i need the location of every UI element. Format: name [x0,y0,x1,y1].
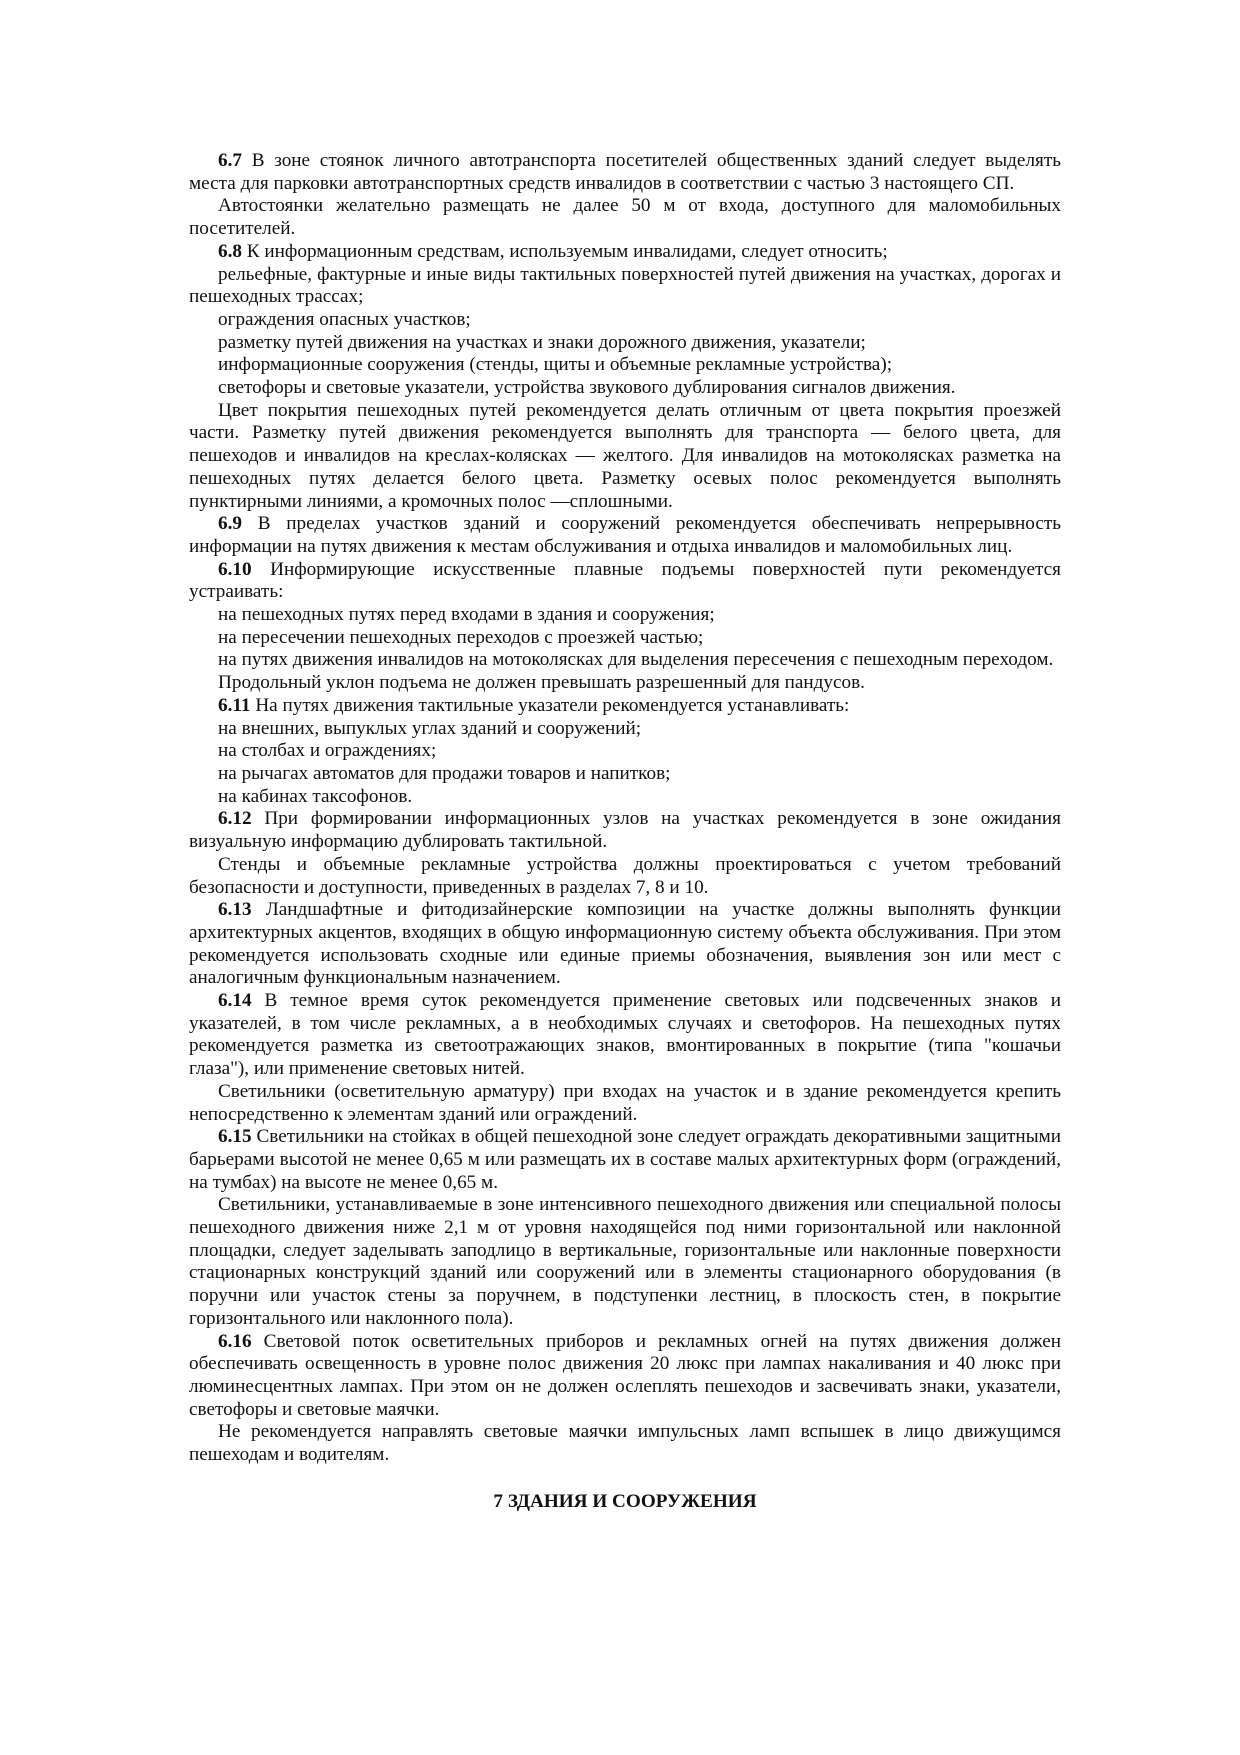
paragraph-text: на кабинах таксофонов. [218,785,413,807]
paragraph-text: на пешеходных путях перед входами в здания и сооружения; [218,604,715,626]
paragraph-text: разметку путей движения на участках и знаки дорожного движения, указатели; [218,331,866,353]
paragraph [189,1421,1061,1466]
clause-number: 6.11 [218,694,251,716]
paragraph-6-8 [189,241,1061,264]
paragraph-text: на внешних, выпуклых углах зданий и сооружений; [218,717,642,739]
paragraph [189,672,1061,695]
paragraph-text: ограждения опасных участков; [218,308,471,330]
clause-number: 6.16 [218,1330,252,1352]
paragraph-text: информационные сооружения (стенды, щиты и объемные рекламные устройства); [218,354,893,376]
paragraph-text: Продольный уклон подъема не должен превышать разрешенный для пандусов. [218,672,865,694]
list-item [189,332,1061,355]
clause-number: 6.7 [218,150,242,171]
clause-number: 6.9 [218,513,242,535]
paragraph-6-9 [189,513,1061,558]
paragraph-6-15 [189,1126,1061,1194]
paragraph-text: В зоне стоянок личного автотранспорта посетителей общественных зданий следует выделять места для парковки автотранспортных средств инвалидов в соответствии с частью 3 настоящего СП. [189,150,1061,194]
list-item [189,718,1061,741]
paragraph-6-10 [189,559,1061,604]
paragraph-text: Не рекомендуется направлять световые маячки импульсных ламп вспышек в лицо движущимся пешеходам и водителям. [189,1421,1061,1466]
clause-number: 6.8 [218,240,242,262]
list-item [189,604,1061,627]
paragraph [189,1081,1061,1126]
paragraph-text: К информационным средствам, используемым инвалидами, следует относить; [241,240,888,262]
list-item [189,740,1061,763]
paragraph-text: Автостоянки желательно размещать не далее 50 м от входа, доступного для маломобильных посетителей. [189,195,1061,240]
paragraph-text: Светильники (осветительную арматуру) при входах на участок и в здание рекомендуется крепить непосредственно к элементам зданий или ограждений. [189,1080,1061,1125]
paragraph-text: на пересечении пешеходных переходов с проезжей частью; [218,626,704,648]
paragraph-text: светофоры и световые указатели, устройства звукового дублирования сигналов движения. [218,377,956,399]
list-item [189,377,1061,400]
paragraph [189,1194,1061,1330]
list-item [189,763,1061,786]
section-heading: 7 ЗДАНИЯ И СООРУЖЕНИЯ [493,1490,757,1512]
paragraph [189,195,1061,240]
paragraph-6-13 [189,899,1061,990]
clause-number: 6.15 [218,1126,252,1148]
paragraph-text: на столбах и ограждениях; [218,740,437,762]
paragraph-6-12 [189,808,1061,853]
paragraph-text: на путях движения инвалидов на мотоколясках для выделения пересечения с пешеходным переходом. [218,649,1054,671]
paragraph [189,854,1061,899]
paragraph-text: В пределах участков зданий и сооружений рекомендуется обеспечивать непрерывность информации на путях движения к местам обслуживания и отдыха инвалидов и маломобильных лиц. [189,513,1061,557]
paragraph-6-11 [189,695,1061,718]
clause-number: 6.10 [218,558,252,580]
paragraph-text: рельефные, фактурные и иные виды тактильных поверхностей путей движения на участках, дорогах и пешеходных трассах; [189,263,1061,308]
paragraph-6-16 [189,1331,1061,1422]
clause-number: 6.12 [218,808,252,830]
paragraph-text: Информирующие искусственные плавные подъемы поверхностей пути рекомендуется устраивать: [189,558,1061,603]
list-item [189,627,1061,650]
paragraph-text: Стенды и объемные рекламные устройства должны проектироваться с учетом требований безопасности и доступности, приведенных в разделах 7, 8 и 10. [189,853,1061,898]
paragraph-text: В темное время суток рекомендуется применение световых или подсвеченных знаков и указателей, в том числе рекламных, а в необходимых случаях и светофоров. На пешеходных путях рекомендуется разметка из светоотражающих знаков, вмонтированных в покрытие (типа "кошачьи глаза"), или применение световых нитей. [189,990,1061,1080]
paragraph [189,400,1061,514]
document-page [189,150,1061,1513]
paragraph-6-7 [189,150,1061,195]
paragraph-text: на рычагах автоматов для продажи товаров и напитков; [218,762,671,784]
paragraph-text: При формировании информационных узлов на участках рекомендуется в зоне ожидания визуальную информацию дублировать тактильной. [189,808,1061,853]
paragraph-text: Ландшафтные и фитодизайнерские композиции на участке должны выполнять функции архитектурных акцентов, входящих в общую информационную систему объекта обслуживания. При этом рекомендуется использовать сходные или единые приемы обозначения, выявления зон или мест с аналогичным функциональным назначением. [189,899,1061,989]
paragraph-text: Цвет покрытия пешеходных путей рекомендуется делать отличным от цвета покрытия проезжей части. Разметку путей движения рекомендуется выполнять для транспорта — белого цвета, для пешеходов и инвалидов на креслах-колясках — желтого. Для инвалидов на мотоколясках разметка на пешеходных путях делается белого цвета. Разметку осевых полос рекомендуется выполнять пунктирными линиями, а кромочных полос —сплошными. [189,399,1061,512]
clause-number: 6.13 [218,899,252,921]
paragraph-6-14 [189,990,1061,1081]
list-item [189,309,1061,332]
paragraph-text: Светильники на стойках в общей пешеходной зоне следует ограждать декоративными защитными барьерами высотой не менее 0,65 м или размещать их в составе малых архитектурных форм (ограждений, на тумбах) на высоте не менее 0,65 м. [189,1126,1061,1193]
list-item [189,264,1061,309]
list-item [189,786,1061,809]
list-item [189,649,1061,672]
paragraph-text: Световой поток осветительных приборов и рекламных огней на путях движения должен обеспечивать освещенность в уровне полос движения 20 люкс при лампах накаливания и 40 люкс при люминесцентных лампах. При этом он не должен ослеплять пешеходов и засвечивать знаки, указатели, светофоры и световые маячки. [189,1330,1061,1420]
paragraph-text: Светильники, устанавливаемые в зоне интенсивного пешеходного движения или специальной полосы пешеходного движения ниже 2,1 м от уровня находящейся под ними горизонтальной или наклонной площадки, следует заделывать заподлицо в вертикальные, горизонтальные или наклонные поверхности стационарных конструкций зданий или сооружений или в элементы стационарного оборудования (в поручни или участок стены за поручнем, в подступенки лестниц, в плоскость стен, в покрытие горизонтального или наклонного пола). [189,1194,1061,1329]
clause-number: 6.14 [218,990,252,1012]
paragraph-text: На путях движения тактильные указатели рекомендуется устанавливать: [250,694,850,716]
list-item [189,354,1061,377]
